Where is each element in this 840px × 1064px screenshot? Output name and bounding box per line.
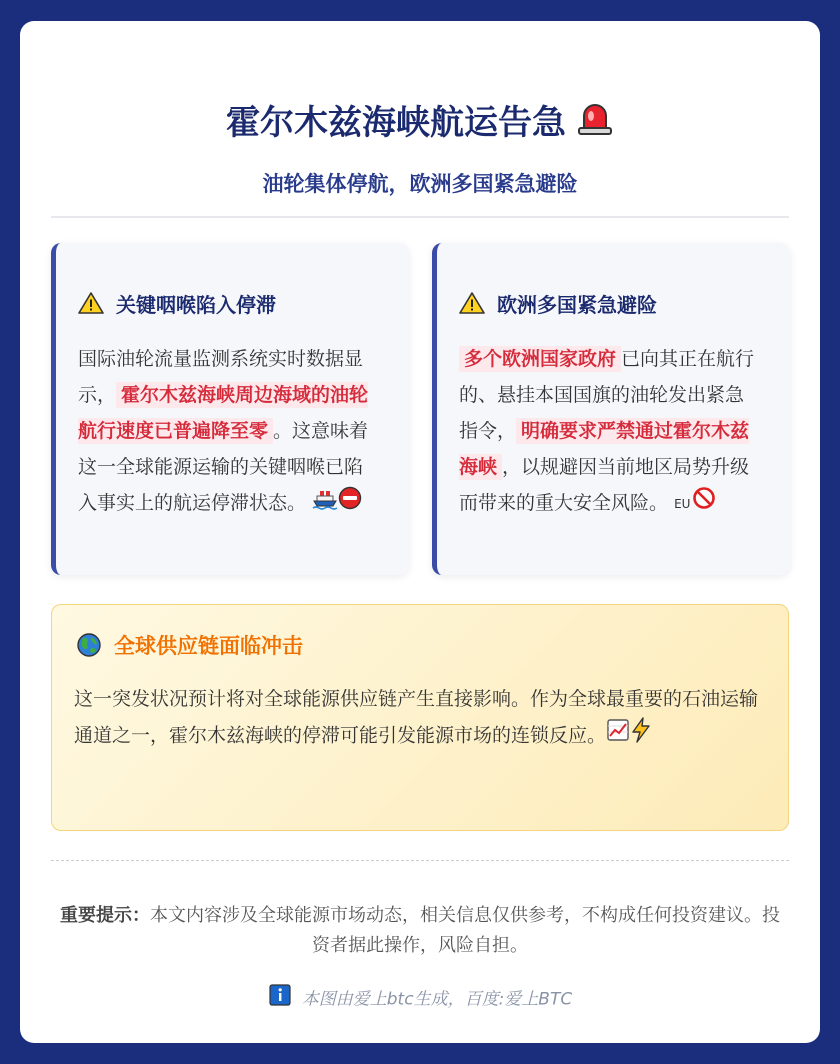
body-text: 。这意味着这一全球能源运输的关键咽喉已陷入事实上的航运停滞状态。 (78, 420, 369, 514)
panel-heading-text: 欧洲多国紧急避险 (497, 292, 657, 317)
header-divider (51, 216, 789, 218)
credit-line (20, 984, 820, 1015)
info-icon (268, 984, 292, 1015)
panel-heading (78, 288, 276, 318)
credit-text: 本图由爱上btc生成，百度:爱上BTC (301, 989, 573, 1010)
body-text: ，以规避因当前地区局势升级而带来的重大安全风险。 (459, 456, 750, 514)
ship-icon (312, 486, 338, 522)
impact-heading-text: 全球供应链面临冲击 (114, 634, 303, 658)
no-entry-icon (338, 486, 362, 522)
title-text: 霍尔木兹海峡航运告急 (226, 103, 566, 143)
important-notice (60, 901, 780, 961)
page-title (20, 101, 820, 147)
body-text: 这一突发状况预计将对全球能源供应链产生直接影响。作为全球最重要的石油运输通道之一，霍尔木兹海峡的停滞可能引发能源市场的连锁反应。 (74, 688, 759, 747)
notice-label: 重要提示： (60, 905, 150, 926)
impact-box (51, 604, 789, 831)
warning-icon (459, 291, 485, 315)
highlight-text: 明确要求严禁通过霍尔木兹海峡 (459, 420, 750, 478)
body-text: 已向其正在航行的、悬挂本国国旗的油轮发出紧急指令， (459, 348, 755, 442)
panel-body (459, 341, 759, 522)
impact-heading (76, 629, 303, 661)
body-text: 国际油轮流量监测系统实时数据显示， (78, 348, 364, 406)
prohibited-icon (692, 486, 716, 522)
siren-icon (576, 102, 614, 147)
main-card (20, 21, 820, 1043)
page-subtitle: 油轮集体停航，欧洲多国紧急避险 (262, 172, 578, 196)
highlight-text: 霍尔木兹海峡周边海域的油轮航行速度已普遍降至零 (78, 384, 369, 442)
panel-chokepoint (51, 243, 409, 575)
panel-europe (432, 243, 790, 575)
panel-heading-text: 关键咽喉陷入停滞 (116, 292, 276, 317)
panel-heading (459, 288, 657, 318)
impact-body (74, 681, 774, 755)
warning-icon (78, 291, 104, 315)
panel-body (78, 341, 378, 522)
globe-icon (76, 632, 102, 658)
eu-label: EU (674, 496, 691, 511)
highlight-text: 多个欧洲国家政府 (459, 346, 621, 372)
notice-text: 本文内容涉及全球能源市场动态，相关信息仅供参考，不构成任何投资建议。投资者据此操作，风险自担。 (150, 905, 780, 956)
lightning-icon (630, 717, 652, 755)
footer-divider (51, 860, 789, 861)
chart-up-icon (606, 718, 630, 754)
